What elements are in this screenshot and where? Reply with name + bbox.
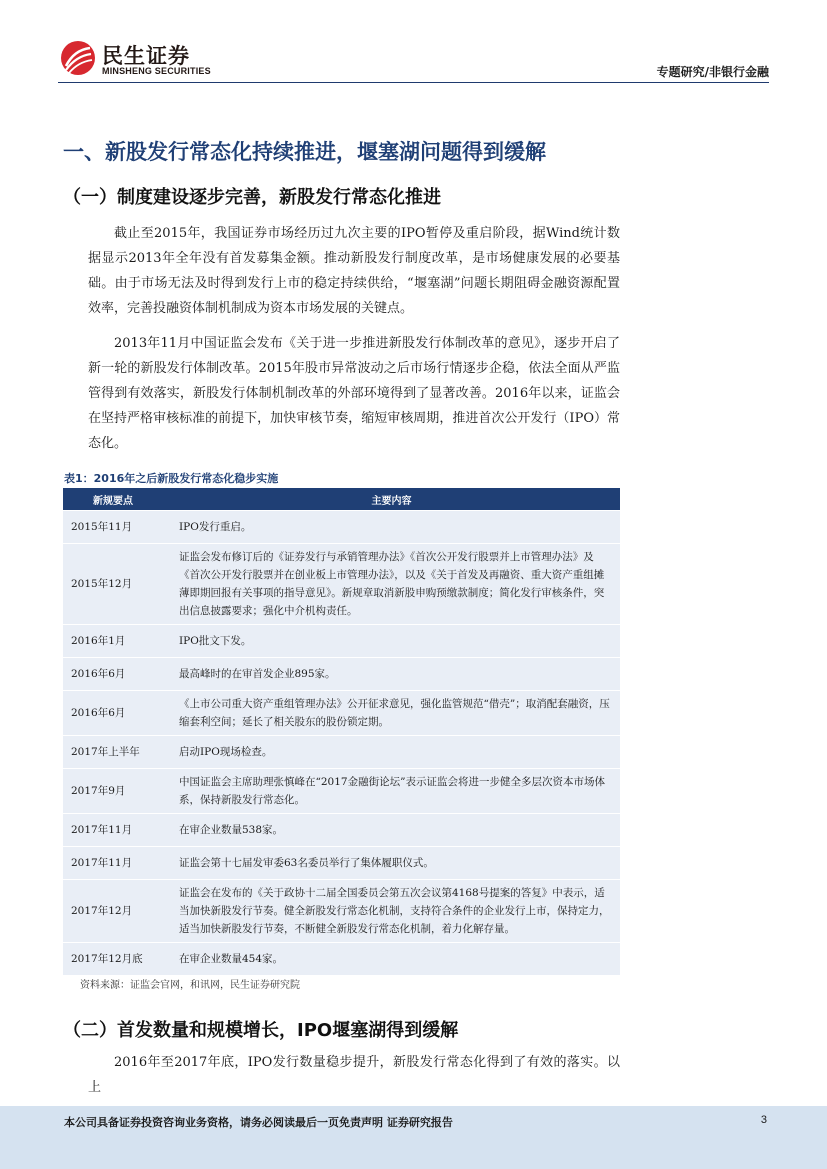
row-content: 证监会第十七届发审委63名委员举行了集体履职仪式。 (163, 847, 620, 880)
table-row (63, 880, 620, 943)
row-content: IPO发行重启。 (163, 511, 620, 544)
logo-text-cn: 民生证券 (102, 44, 190, 68)
minsheng-logo-icon (60, 40, 96, 76)
body-text-3 (88, 1050, 620, 1100)
row-date: 2017年12月底 (63, 943, 163, 976)
paragraph: 2013年11月中国证监会发布《关于进一步推进新股发行体制改革的意见》，逐步开启了新一轮的新股发行体制改革。2015年股市异常波动之后市场行情逐步企稳，依法全面从严监管得到有效落实，新股发行体制机制改革的外部环境得到了显著改善。2016年以来，证监会在坚持严格审核标准的前提下，加快审核节奏，缩短审核周期，推进首次公开发行（IPO）常态化。 (88, 336, 620, 451)
table-row (63, 691, 620, 736)
table-row (63, 736, 620, 769)
body-text-1 (88, 221, 620, 321)
row-date: 2015年11月 (63, 511, 163, 544)
table-row (63, 544, 620, 625)
row-content: IPO批文下发。 (163, 625, 620, 658)
table-source: 资料来源：证监会官网，和讯网，民生证券研究院 (80, 980, 300, 991)
page-header (0, 0, 827, 90)
row-content: 启动IPO现场检查。 (163, 736, 620, 769)
row-date: 2017年9月 (63, 769, 163, 814)
row-date: 2016年6月 (63, 691, 163, 736)
row-content: 证监会发布修订后的《证券发行与承销管理办法》《首次公开发行股票并上市管理办法》及《首次公开发行股票并在创业板上市管理办法》，以及《关于首发及再融资、重大资产重组摊薄即期回报有关事项的指导意见》。新规章取消新股申购预缴款制度；简化发行审核条件，突出信息披露要求；强化中介机构责任。 (163, 544, 620, 625)
row-content: 证监会在发布的《关于政协十二届全国委员会第五次会议第4168号提案的答复》中表示，适当加快新股发行节奏。健全新股发行常态化机制，支持符合条件的企业发行上市，保持定力，适当加快新股发行节奏，不断健全新股发行常态化机制，着力化解存量。 (163, 880, 620, 943)
row-date: 2016年1月 (63, 625, 163, 658)
row-content: 最高峰时的在审首发企业895家。 (163, 658, 620, 691)
table-row (63, 847, 620, 880)
table-row (63, 511, 620, 544)
subsection-title-2: （二）首发数量和规模增长，IPO堰塞湖得到缓解 (63, 1020, 459, 1041)
table-row (63, 943, 620, 976)
page-number: 3 (760, 1114, 767, 1126)
table-row (63, 814, 620, 847)
row-date: 2017年11月 (63, 814, 163, 847)
table-row (63, 769, 620, 814)
row-content: 中国证监会主席助理张慎峰在“2017金融街论坛”表示证监会将进一步健全多层次资本市场体系，保持新股发行常态化。 (163, 769, 620, 814)
body-text-2 (88, 331, 620, 456)
logo-text-en: MINSHENG SECURITIES (102, 66, 211, 76)
header-divider (58, 82, 769, 83)
section-title: 一、新股发行常态化持续推进，堰塞湖问题得到缓解 (63, 140, 546, 164)
subsection-title-1: （一）制度建设逐步完善，新股发行常态化推进 (63, 187, 441, 208)
table-caption: 表1：2016年之后新股发行常态化稳步实施 (64, 472, 279, 485)
row-date: 2016年6月 (63, 658, 163, 691)
row-date: 2017年12月 (63, 880, 163, 943)
row-content: 在审企业数量454家。 (163, 943, 620, 976)
header-cell-content: 主要内容 (163, 488, 620, 511)
table-header-row (63, 488, 620, 511)
row-date: 2017年11月 (63, 847, 163, 880)
policy-table (63, 488, 620, 975)
paragraph: 截止至2015年，我国证券市场经历过九次主要的IPO暂停及重启阶段，据Wind统计数据显示2013年全年没有首发募集金额。推动新股发行制度改革，是市场健康发展的必要基础。由于市场无法及时得到发行上市的稳定持续供给，“堰塞湖”问题长期阻碍金融资源配置效率，完善投融资体制机制成为资本市场发展的关键点。 (88, 226, 620, 316)
row-content: 在审企业数量538家。 (163, 814, 620, 847)
row-date: 2015年12月 (63, 544, 163, 625)
footer-disclaimer: 本公司具备证券投资咨询业务资格，请务必阅读最后一页免责声明 证券研究报告 (64, 1116, 453, 1129)
paragraph: 2016年至2017年底，IPO发行数量稳步提升，新股发行常态化得到了有效的落实。以上 (88, 1055, 620, 1095)
header-cell-date: 新规要点 (63, 488, 163, 511)
row-content: 《上市公司重大资产重组管理办法》公开征求意见，强化监管规范“借壳”；取消配套融资，压缩套利空间；延长了相关股东的股份锁定期。 (163, 691, 620, 736)
table-row (63, 658, 620, 691)
report-category: 专题研究/非银行金融 (656, 65, 769, 79)
row-date: 2017年上半年 (63, 736, 163, 769)
table-row (63, 625, 620, 658)
